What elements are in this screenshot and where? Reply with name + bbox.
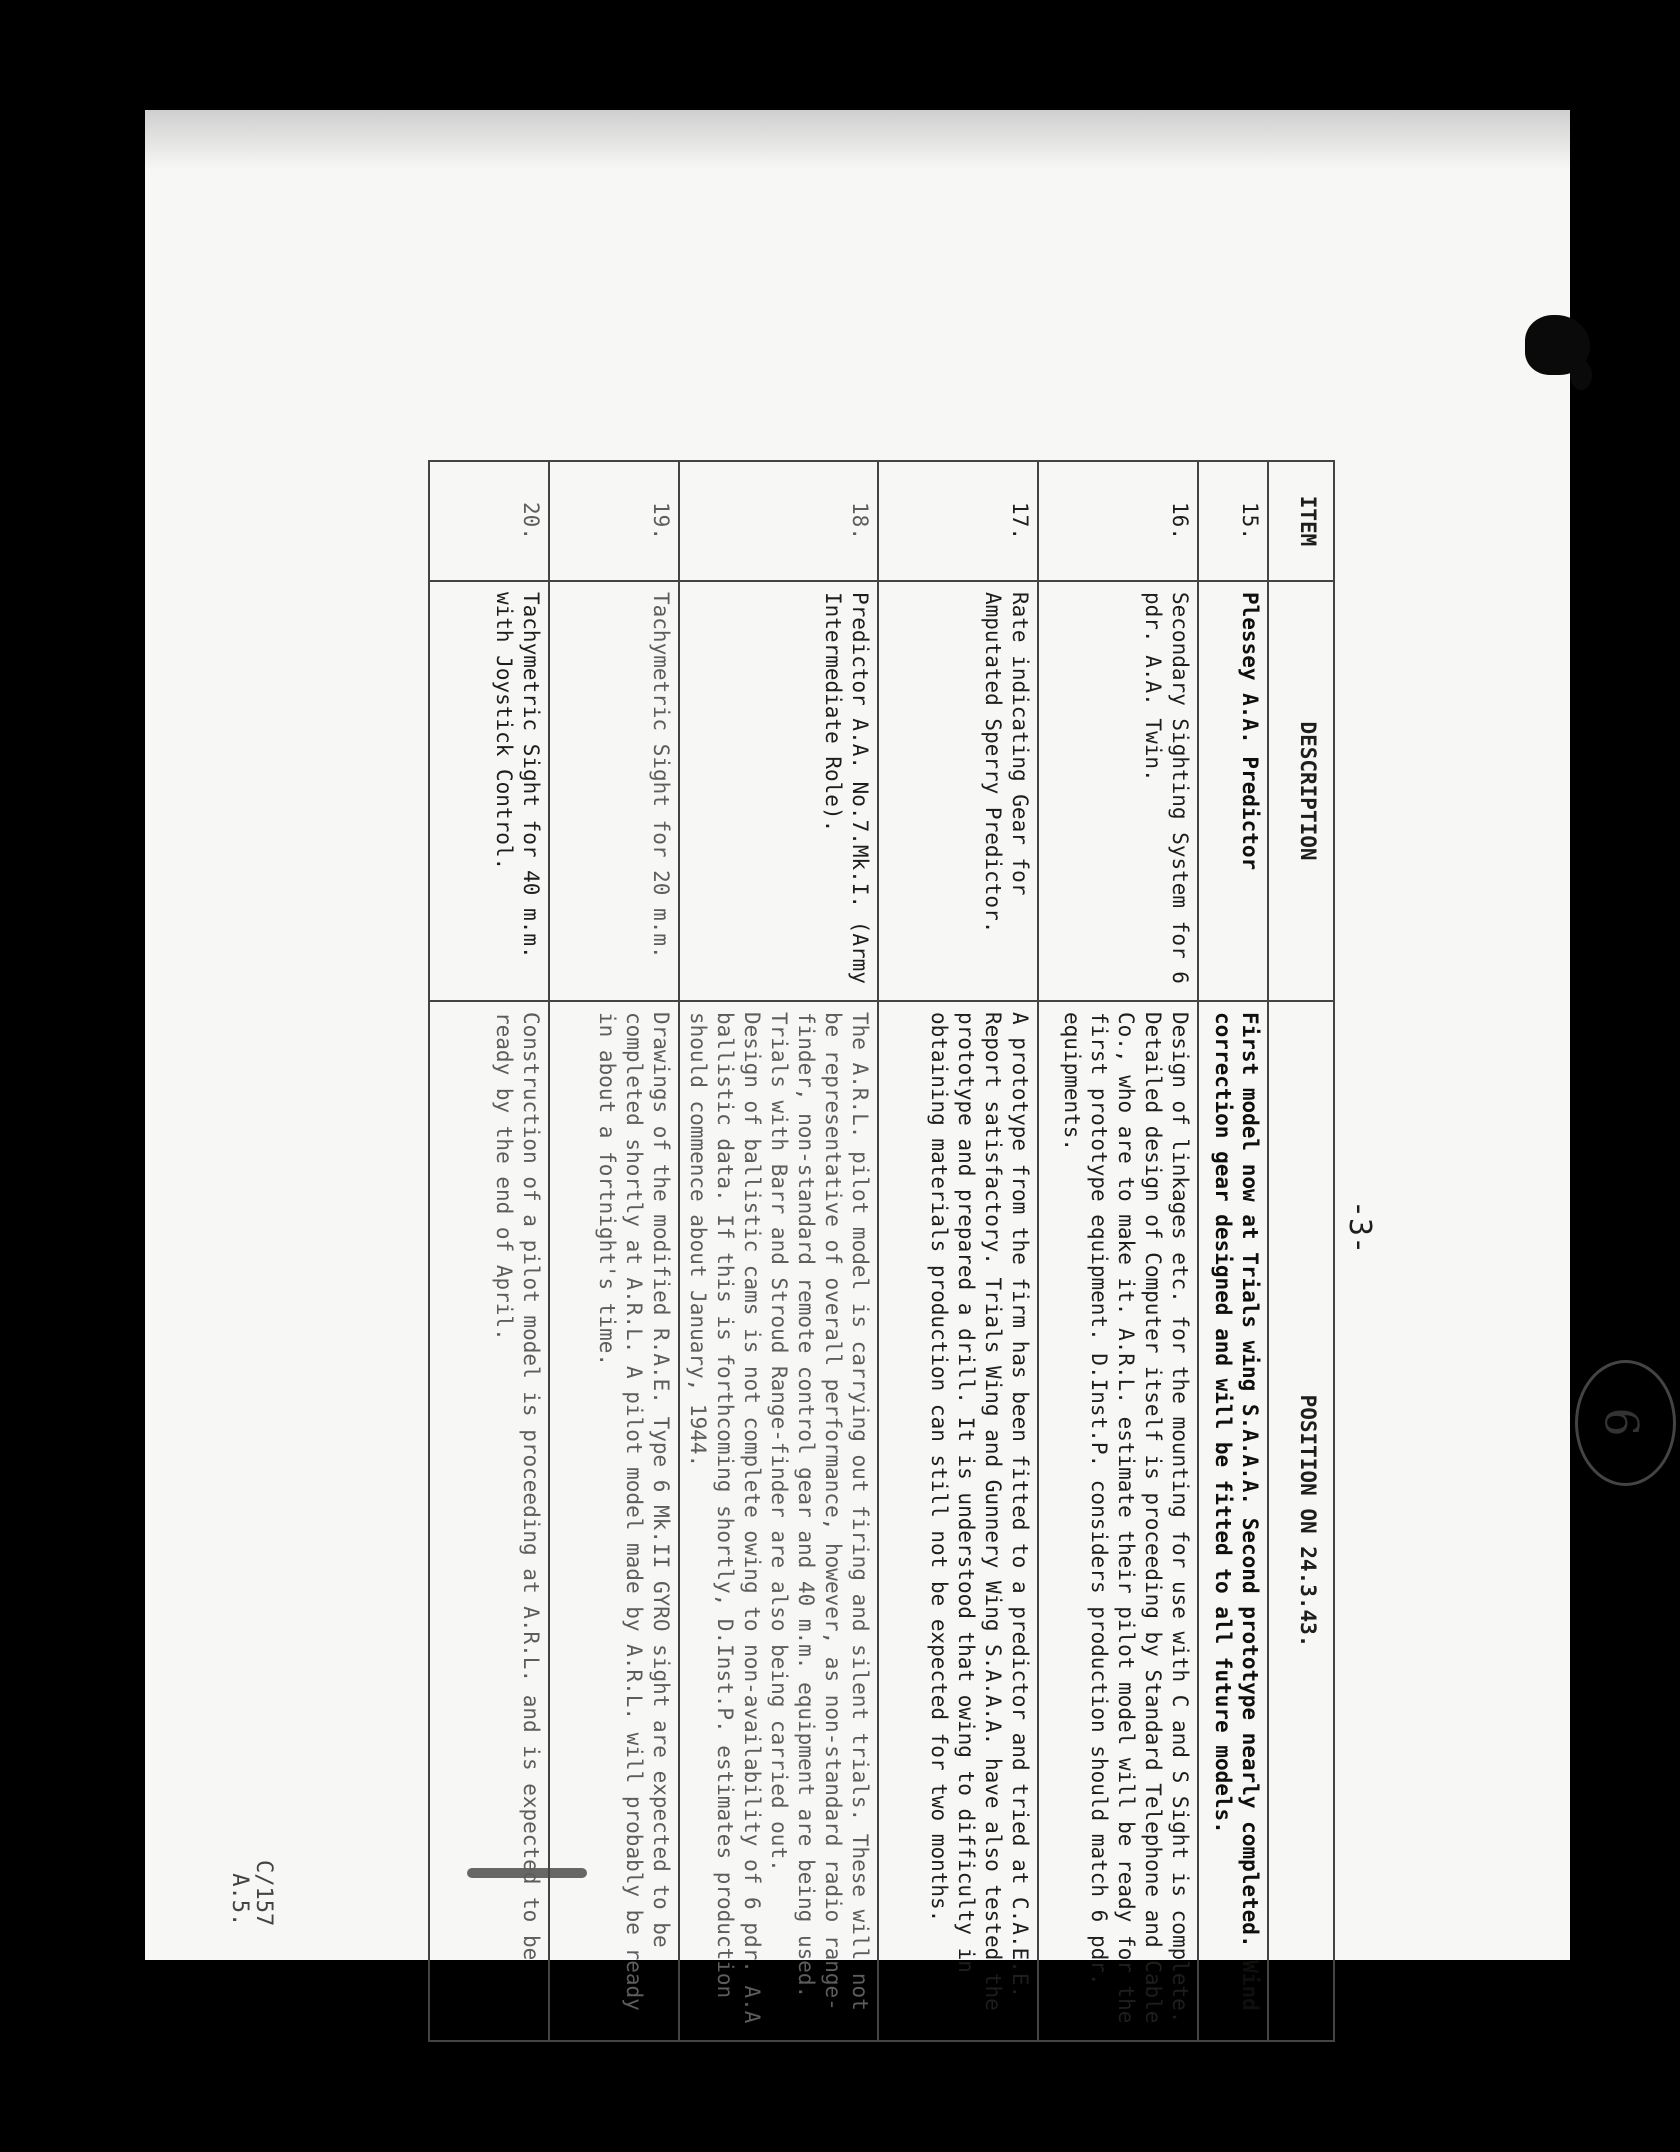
table-row: [1198, 461, 1268, 2041]
item-number: 20.: [429, 461, 549, 581]
item-description: Rate indicating Gear for Amputated Sperry Predictor.: [878, 581, 1038, 1001]
table-row: [429, 461, 549, 2041]
progress-table: [428, 460, 1335, 2042]
item-position: A prototype from the firm has been fitted to a predictor and tried at C.A.E.E. Report satisfactory. Trials Wing and Gunnery Wing S.A.A.A. have also tested the prototype and prepared a drill. It is understood that owing to difficulty in obtaining materials production can still not be expected for two months.: [878, 1001, 1038, 2041]
item-number: 18.: [679, 461, 878, 581]
header-item: ITEM: [1268, 461, 1334, 581]
item-description: Plessey A.A. Predictor: [1198, 581, 1268, 1001]
item-position: The A.R.L. pilot model is carrying out firing and silent trials. These will not be representative of overall performance, however, as non-standard radio range-finder, non-standard remote control gear and 40 m.m. equipment are being used. Trials with Barr and Stroud Range-finder are also being carried out. Design of ballistic cams is not complete owing to non-availability of 6 pdr. A.A ballistic data. If this is forthcoming shortly, D.Inst.P. estimates production should commence about January, 1944.: [679, 1001, 878, 2041]
header-position: POSITION ON 24.3.43.: [1268, 1001, 1334, 2041]
reference-mark: C/157 A.5.: [227, 1860, 276, 1927]
item-description: Secondary Sighting System for 6 pdr. A.A. Twin.: [1038, 581, 1198, 1001]
item-description: Tachymetric Sight for 40 m.m. with Joystick Control.: [429, 581, 549, 1001]
item-description: Tachymetric Sight for 20 m.m.: [549, 581, 679, 1001]
item-number: 16.: [1038, 461, 1198, 581]
item-position: Design of linkages etc. for the mounting for use with C and S Sight is complete. Detailed design of Computer itself is proceeding by Standard Telephone and Cable Co., who are to make it. A.R.L. estimate their pilot model will be ready for the first prototype equipment. D.Inst.P. considers production should match 6 pdr. equipments.: [1038, 1001, 1198, 2041]
table-row: [878, 461, 1038, 2041]
table-row: [549, 461, 679, 2041]
item-position: Construction of a pilot model is proceeding at A.R.L. and is expected to be ready by the end of April.: [429, 1001, 549, 2041]
table-row: [1038, 461, 1198, 2041]
item-position: First model now at Trials wing S.A.A.A. Second prototype nearly completed. Wind correction gear designed and will be fitted to all future models.: [1198, 1001, 1268, 2041]
item-description: Predictor A.A. No.7.Mk.I. (Army Intermediate Role).: [679, 581, 878, 1001]
item-number: 19.: [549, 461, 679, 581]
item-number: 15.: [1198, 461, 1268, 581]
item-position: Drawings of the modified R.A.E. Type 6 Mk.II GYRO sight are expected to be completed shortly at A.R.L. A pilot model made by A.R.L. will probably be ready in about a fortnight's time.: [549, 1001, 679, 2041]
table-row: [679, 461, 878, 2041]
folio-number: 6: [1594, 1407, 1649, 1437]
table-header-row: [1268, 461, 1334, 2041]
rotated-content: [215, 460, 1405, 2040]
ink-blot-drip: [1570, 360, 1592, 390]
page-number: -3-: [1342, 1200, 1377, 1255]
header-description: DESCRIPTION: [1268, 581, 1334, 1001]
document-page: [145, 110, 1649, 2024]
item-number: 17.: [878, 461, 1038, 581]
